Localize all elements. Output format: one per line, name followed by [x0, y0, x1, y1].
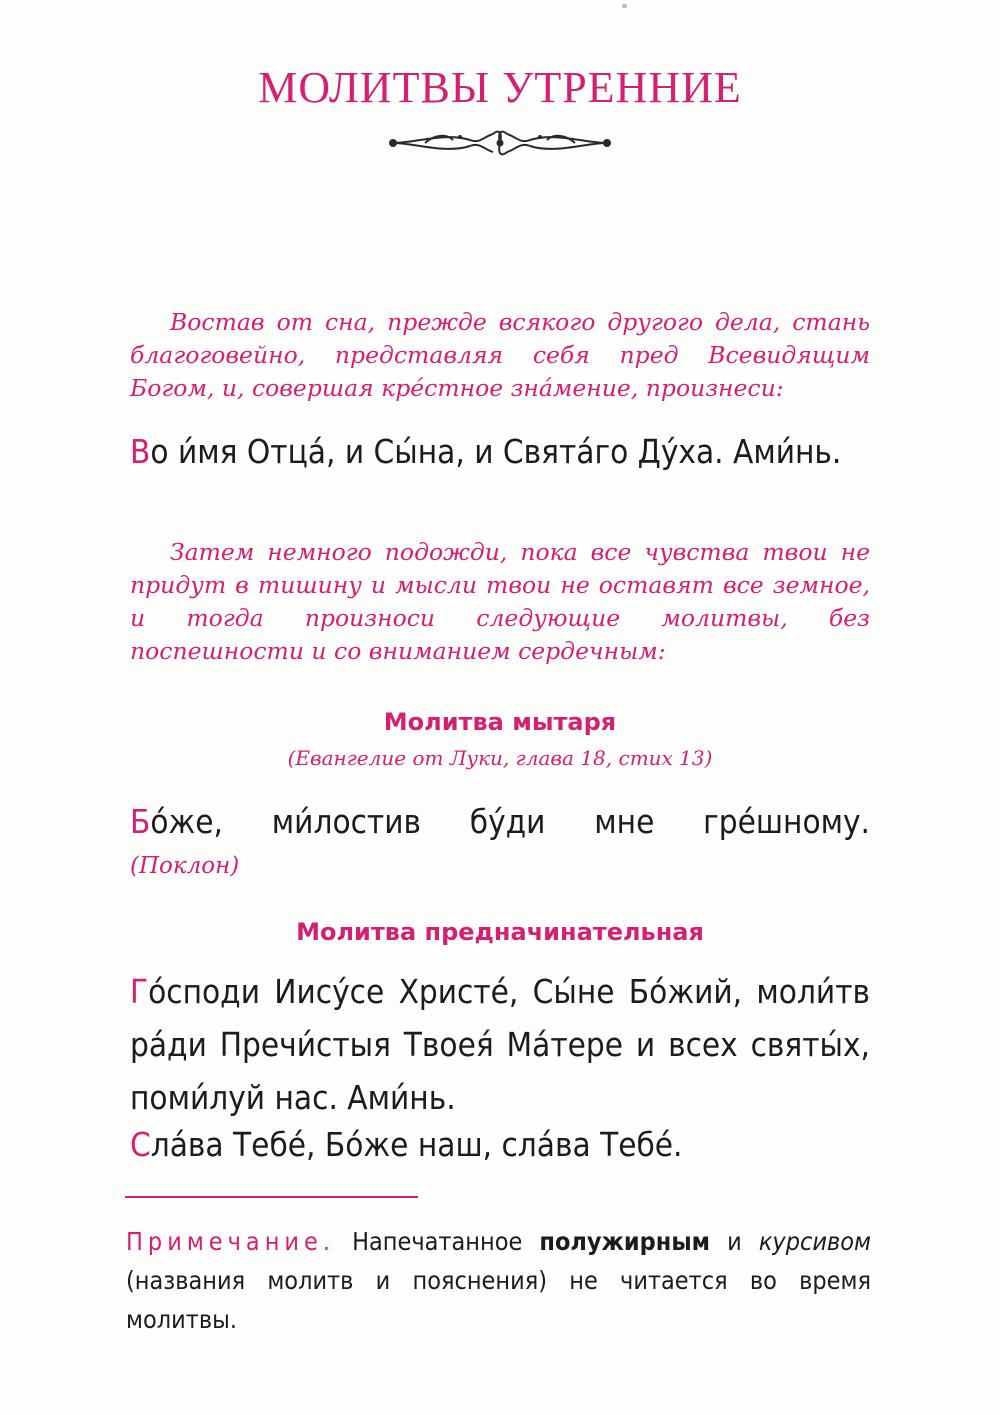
paper-speck: [622, 4, 627, 8]
footnote-divider: [125, 1196, 418, 1198]
ornament-flourish-icon: [385, 126, 615, 160]
footnote: [126, 1222, 871, 1339]
note-text: и: [727, 1227, 742, 1256]
intro-rubric: Востав от сна, прежде всякого другого дела, стань благоговейно, представляя себя пред Всевидящим Богом, и, совершая крéстное знáмение, произнеси:: [130, 308, 870, 402]
second-rubric: Затем немного подожди, пока все чувства твои не придут в тишину и мысли твои не оставят все земное, и тогда произноси следующие молитвы, без поспешности и со вниманием сердечным:: [130, 538, 870, 665]
drop-initial: С: [130, 1125, 151, 1164]
note-text: (названия молитв и пояснения) не читается во время молитвы.: [126, 1266, 871, 1334]
note-label: Примечание.: [126, 1227, 336, 1256]
opening-prayer-heading: Молитва предначинательная: [296, 918, 704, 946]
drop-initial: Б: [130, 802, 151, 841]
note-italic-word: курсивом: [758, 1227, 871, 1256]
publican-prayer-heading: Молитва мытаря: [383, 708, 617, 736]
note-bold-word: полужирным: [539, 1227, 711, 1256]
prayer-text: о и́мя Отцá, и Сы́на, и Святáго Дýха. Ами́нь.: [150, 432, 842, 471]
page-title: МОЛИТВЫ УТРЕННИЕ: [258, 63, 742, 112]
bow-note: (Поклон): [130, 853, 240, 879]
drop-initial: В: [130, 432, 151, 471]
note-text: Напечатанное: [352, 1227, 523, 1256]
publican-prayer: [130, 795, 870, 848]
glory-prayer: [130, 1118, 870, 1171]
prayer-text: лáва Тебé, Бóже наш, слáва Тебé.: [150, 1125, 683, 1164]
scripture-reference: (Евангелие от Луки, глава 18, стих 13): [287, 746, 713, 770]
invocation-prayer: [130, 425, 870, 478]
prayer-text: óсподи Иисýсе Христé, Сы́не Бóжий, моли́тв рáди Пречи́стыя Твоея́ Мáтере и всех святы́х, поми́луй нас. Ами́нь.: [130, 972, 870, 1117]
opening-prayer: [130, 965, 870, 1124]
drop-initial: Г: [130, 972, 149, 1011]
prayer-text: óже, ми́лостив бýди мне грéшному.: [150, 802, 870, 841]
